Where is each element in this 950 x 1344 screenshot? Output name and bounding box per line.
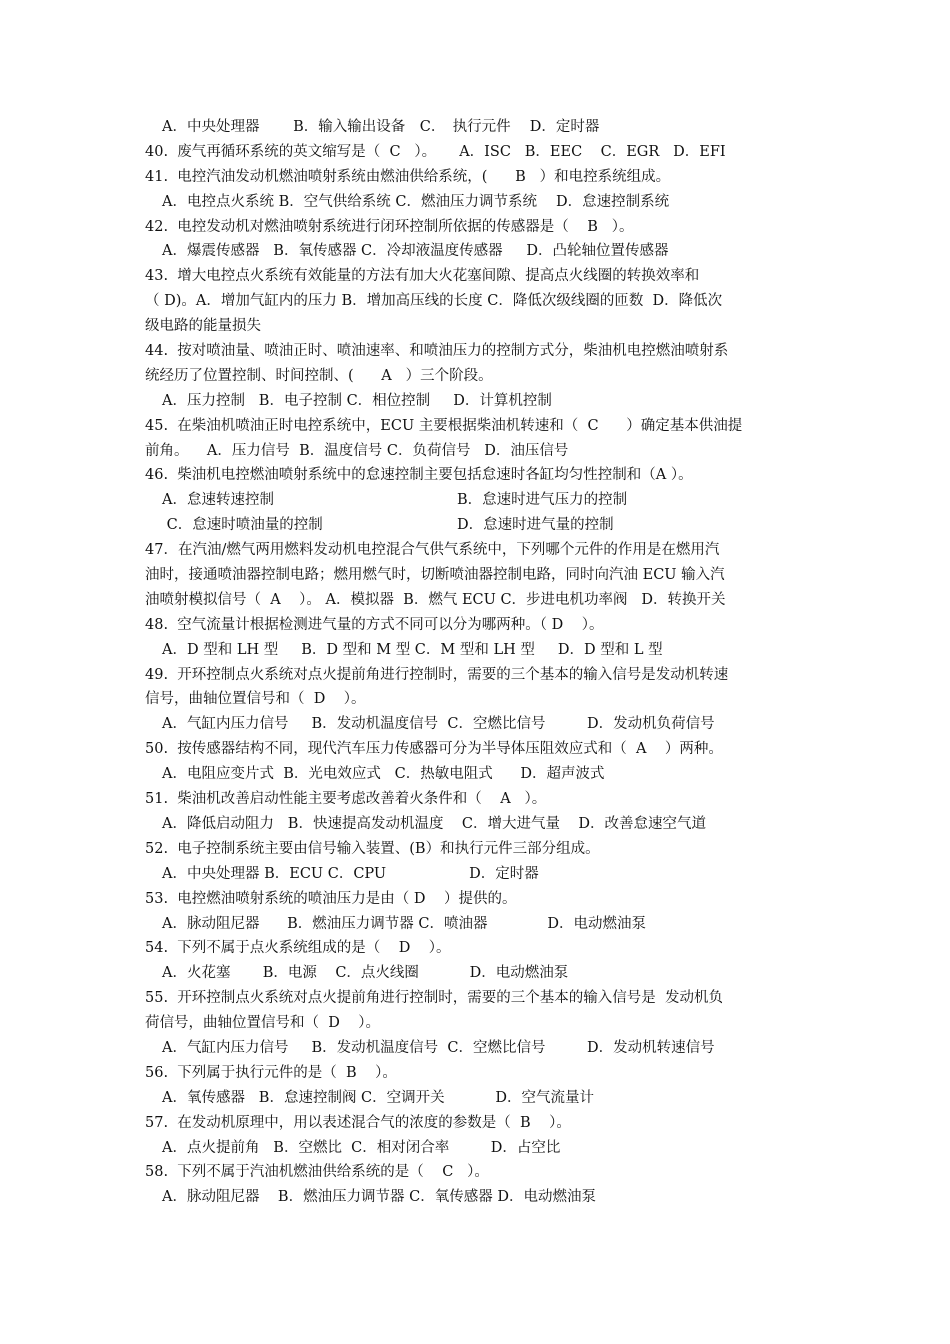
question-text-line: 51. 柴油机改善启动性能主要考虑改善着火条件和（ A ）。 — [145, 791, 547, 808]
answer-options-line: A．电控点火系统 B．空气供给系统 C．燃油压力调节系统 D．怠速控制系统 — [162, 193, 670, 210]
answer-options-line: A．D 型和 LH 型 B．D 型和 M 型 C．M 型和 LH 型 D．D 型和 L 型 — [162, 641, 663, 658]
question-text-line: 52. 电子控制系统主要由信号输入装置、(B）和执行元件三部分组成。 — [145, 840, 600, 857]
question-text-line: 56. 下列属于执行元件的是（ B ）。 — [145, 1064, 397, 1081]
question-text-line: 信号，曲轴位置信号和（ D ）。 — [145, 691, 366, 708]
question-text-line: 43. 增大电控点火系统有效能量的方法有加大火花塞间隙、提高点火线圈的转换效率和 — [145, 268, 700, 285]
question-text-line: 48. 空气流量计根据检测进气量的方式不同可以分为哪两种。（ D ）。 — [145, 616, 604, 633]
answer-options-line: A．电阻应变片式 B．光电效应式 C．热敏电阻式 D．超声波式 — [162, 766, 605, 783]
question-text-line: 荷信号，曲轴位置信号和（ D ）。 — [145, 1015, 381, 1032]
answer-option: B．怠速时进气压力的控制 — [457, 492, 628, 509]
answer-options-line — [145, 488, 810, 513]
answer-options-line: A．爆震传感器 B．氧传感器 C．冷却液温度传感器 D．凸轮轴位置传感器 — [162, 243, 669, 260]
question-text-line: 49. 开环控制点火系统对点火提前角进行控制时，需要的三个基本的输入信号是发动机转速 — [145, 666, 729, 683]
question-text-line: 42. 电控发动机对燃油喷射系统进行闭环控制所依据的传感器是（ B ）。 — [145, 218, 634, 235]
answer-options-line: A．降低启动阻力 B．快速提高发动机温度 C．增大进气量 D．改善怠速空气道 — [162, 815, 707, 832]
answer-option: C．怠速时喷油量的控制 — [162, 517, 323, 534]
answer-options-line: A．气缸内压力信号 B．发动机温度信号 C．空燃比信号 D．发动机负荷信号 — [162, 716, 715, 733]
answer-options-line: A．脉动阻尼器 B．燃油压力调节器 C．氧传感器 D．电动燃油泵 — [162, 1189, 596, 1206]
question-text-line: 前角。 A．压力信号 B．温度信号 C．负荷信号 D．油压信号 — [145, 442, 569, 459]
question-text-line: 55. 开环控制点火系统对点火提前角进行控制时，需要的三个基本的输入信号是 发动机负 — [145, 990, 723, 1007]
question-text-line: 45. 在柴油机喷油正时电控系统中，ECU 主要根据柴油机转速和（ C ）确定基本供油提 — [145, 417, 743, 434]
question-text-line: 统经历了位置控制、时间控制、( A ）三个阶段。 — [145, 367, 493, 384]
question-text-line: （ D)。A．增加气缸内的压力 B．增加高压线的长度 C．降低次级线圈的匝数 D．降低次 — [145, 293, 723, 310]
answer-options-line: A．点火提前角 B．空燃比 C．相对闭合率 D．占空比 — [162, 1139, 561, 1156]
question-text-line: 57. 在发动机原理中，用以表述混合气的浓度的参数是（ B ）。 — [145, 1114, 571, 1131]
question-text-line: 41. 电控汽油发动机燃油喷射系统由燃油供给系统，( B ）和电控系统组成。 — [145, 168, 671, 185]
question-text-line: 油时，接通喷油器控制电路；燃用燃气时，切断喷油器控制电路，同时向汽油 ECU 输入汽 — [145, 567, 725, 584]
question-text-line: 46. 柴油机电控燃油喷射系统中的怠速控制主要包括怠速时各缸均匀性控制和（A ）。 — [145, 467, 693, 484]
question-text-line: 54. 下列不属于点火系统组成的是（ D ）。 — [145, 940, 451, 957]
question-text-line: 44. 按对喷油量、喷油正时、喷油速率、和喷油压力的控制方式分，柴油机电控燃油喷射系 — [145, 343, 729, 360]
answer-options-line: A．氧传感器 B．怠速控制阀 C．空调开关 D．空气流量计 — [162, 1089, 594, 1106]
answer-options-line: A．脉动阻尼器 B．燃油压力调节器 C．喷油器 D．电动燃油泵 — [162, 915, 647, 932]
answer-options-line: A．中央处理器 B．输入输出设备 C． 执行元件 D．定时器 — [162, 119, 600, 135]
question-text-line: 级电路的能量损失 — [145, 318, 261, 335]
answer-option: D．怠速时进气量的控制 — [457, 517, 614, 534]
question-text-line: 58. 下列不属于汽油机燃油供给系统的是（ C ）。 — [145, 1164, 489, 1181]
answer-options-line: A．气缸内压力信号 B．发动机温度信号 C．空燃比信号 D．发动机转速信号 — [162, 1039, 715, 1056]
question-text-line: 40. 废气再循环系统的英文缩写是（ C ）。 A．ISC B．EEC C．EGR D．EFI — [145, 143, 726, 160]
answer-options-line: A．中央处理器 B．ECU C．CPU D．定时器 — [162, 865, 539, 882]
answer-option: A．怠速转速控制 — [162, 492, 274, 509]
question-text-line: 53. 电控燃油喷射系统的喷油压力是由（ D ）提供的。 — [145, 890, 517, 907]
answer-options-line — [145, 513, 810, 538]
question-text-line: 油喷射模拟信号（ A ）。 A．模拟器 B．燃气 ECU C．步进电机功率阀 D．转换开关 — [145, 591, 726, 608]
question-list — [145, 115, 810, 1210]
answer-options-line: A．火花塞 B．电源 C．点火线圈 D．电动燃油泵 — [162, 965, 569, 982]
answer-options-line: A．压力控制 B．电子控制 C．相位控制 D．计算机控制 — [162, 392, 552, 409]
question-text-line: 50. 按传感器结构不同，现代汽车压力传感器可分为半导体压阻效应式和（ A ）两种。 — [145, 741, 723, 758]
question-text-line: 47．在汽油/燃气两用燃料发动机电控混合气供气系统中，下列哪个元件的作用是在燃用汽 — [145, 542, 720, 559]
